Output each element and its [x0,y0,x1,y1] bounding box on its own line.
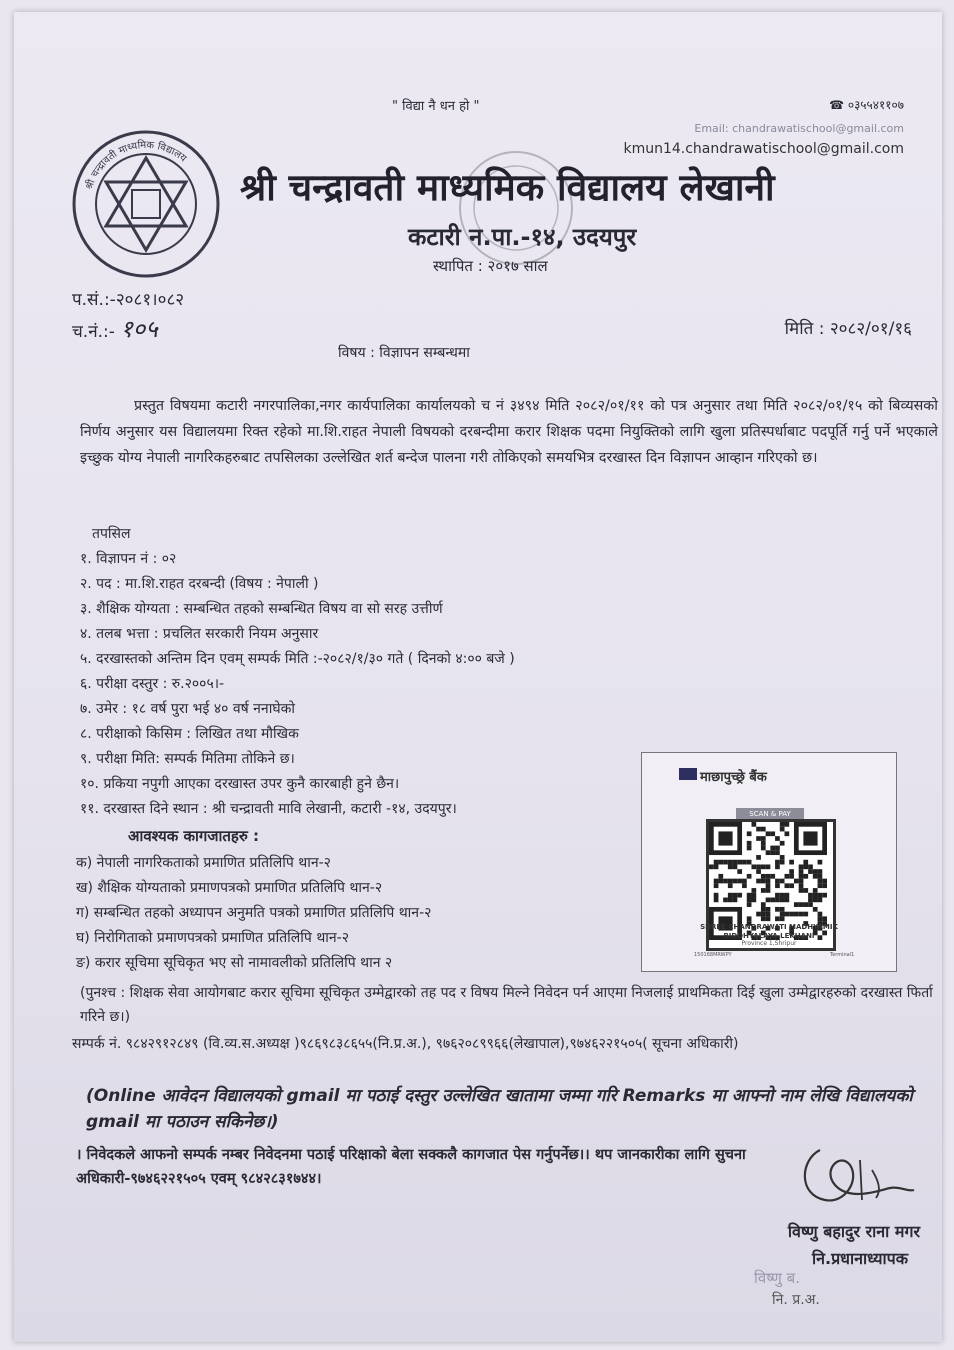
qr-module [718,874,723,879]
qr-module [761,836,766,841]
qr-module [718,879,723,884]
qr-module [789,883,794,888]
documents-heading: आवश्यक कागजातहरु : [128,827,260,845]
qr-module [766,874,771,879]
qr-module [761,874,766,879]
list-item: ८. परीक्षाको किसिम : लिखित तथा मौखिक [80,726,299,742]
qr-module [808,869,813,874]
list-item: घ) निरोगिताको प्रमाणपत्रको प्रमाणित प्रतिलिपि थान-२ [76,930,350,946]
contact-numbers: सम्पर्क नं. ९८४२९१२८४९ (वि.व्य.स.अध्यक्ष )९८६९८३८६५५(नि.प्र.अ.), ९७६२०८९९६६(लेखापाल),९७४६२२१५०५( सूचना अधिकारी) [72,1036,739,1052]
school-motto: " विद्या नै धन हो " [392,99,480,114]
qr-module [747,841,752,846]
qr-module [785,893,790,898]
qr-module [770,831,775,836]
qr-module [818,879,823,884]
qr-module [803,902,808,907]
school-address: कटारी न.पा.-१४, उदयपुर [408,223,637,251]
details-list [80,547,515,822]
qr-module [785,874,790,879]
account-id: 150168MRWPY [694,952,732,958]
qr-module [761,827,766,832]
scan-pay-label: SCAN & PAY [736,808,804,820]
qr-module [780,898,785,903]
qr-module [714,860,719,865]
established-year: स्थापित : २०१७ साल [433,257,548,275]
qr-module [770,850,775,855]
qr-module [780,907,785,912]
qr-module [742,860,747,865]
qr-module [775,898,780,903]
qr-module [775,850,780,855]
qr-module [799,888,804,893]
qr-module [799,874,804,879]
qr-module [813,874,818,879]
qr-module [780,827,785,832]
dispatch-number [72,312,158,345]
qr-module [761,864,766,869]
qr-module [803,888,808,893]
reference-number: प.सं.:-२०८१।०८२ [72,290,185,310]
qr-module [808,893,813,898]
qr-module [714,879,719,884]
qr-module [766,879,771,884]
account-name-line2: BIDDHYALAYA LEKHANI [723,932,815,940]
qr-module [723,879,728,884]
qr-module [799,879,804,884]
qr-module [761,902,766,907]
qr-module [794,912,799,917]
qr-module [780,916,785,921]
list-item: ५. दरखास्तको अन्तिम दिन एवम् सम्पर्क मिति :-२०८२/१/३० गते ( दिनको ४:०० बजे ) [80,651,515,667]
qr-module [714,883,719,888]
qr-module [770,874,775,879]
list-item: ४. तलब भत्ता : प्रचलित सरकारी नियम अनुसार [80,626,319,642]
qr-module [818,916,823,921]
qr-module [751,864,756,869]
qr-module [785,912,790,917]
qr-module [822,883,827,888]
list-item: ७. उमेर : १८ वर्ष पुरा भई ४० वर्ष ननाघेको [80,701,295,717]
qr-module [737,860,742,865]
signer-name: विष्णु बहादुर राना मगर [787,1222,920,1241]
school-email[interactable]: kmun14.chandrawatischool@gmail.com [623,141,904,157]
qr-module [818,912,823,917]
qr-payment-card[interactable] [641,752,897,972]
qr-module [780,893,785,898]
qr-module [723,860,728,865]
qr-module [766,907,771,912]
qr-module [733,893,738,898]
qr-module [728,898,733,903]
qr-module [747,902,752,907]
qr-module [775,846,780,851]
qr-module [785,883,790,888]
qr-module [789,912,794,917]
qr-module [756,879,761,884]
qr-module [799,912,804,917]
account-province: Province 1,Shripur [741,940,797,947]
qr-module [789,874,794,879]
signature-icon [790,1140,920,1220]
qr-module [751,893,756,898]
list-item: ख) शैक्षिक योग्यताको प्रमाणपत्रको प्रमाणित प्रतिलिपि थान-२ [76,880,383,896]
qr-module [747,874,752,879]
qr-module [733,864,738,869]
qr-module [775,907,780,912]
account-name [642,923,896,941]
qr-module [775,883,780,888]
bank-name: माछापुच्छ्रे बैंक [700,770,767,785]
qr-module [808,898,813,903]
qr-module [818,883,823,888]
postscript-note: (पुनश्च : शिक्षक सेवा आयोगबाट करार सूचिमा सूचिकृत उम्मेद्वारको तह पद र विषय मिल्ने निवेदन पर्न आएमा निजलाई प्राथमिकता दिई खुला उम्मेद्वारहरुको दरखास्त फिर्ता गरिने छ।) [80,985,933,1025]
qr-module [770,846,775,851]
details-heading: तपसिल [92,526,131,542]
qr-module [818,874,823,879]
qr-module [818,893,823,898]
qr-module [761,912,766,917]
qr-module [756,912,761,917]
qr-module [751,898,756,903]
qr-module [813,888,818,893]
qr-module [766,888,771,893]
list-item: १. विज्ञापन नं : ०२ [80,551,177,567]
online-application-note: (Online आवेदन विद्यालयको gmail मा पठाई दस्तुर उल्लेखित खातामा जम्मा गरि Remarks मा आफ्नो नाम लेखि विद्यालयको gmail मा पठाउन सकिनेछ।) [86,1086,913,1132]
terminal-id: Terminal1 [830,952,855,958]
dispatch-label: च.नं.:- [72,322,121,342]
qr-module [818,869,823,874]
qr-module [822,916,827,921]
qr-module [822,893,827,898]
qr-module [803,860,808,865]
qr-module [770,898,775,903]
letter-date: मिति : २०८२/०१/१६ [784,319,912,339]
qr-module [761,841,766,846]
stamp-name: विष्णु ब. [754,1269,801,1287]
qr-module [808,902,813,907]
school-name: श्री चन्द्रावती माध्यमिक विद्यालय लेखानी [240,166,775,209]
qr-module [756,827,761,832]
qr-module [766,883,771,888]
qr-module [775,879,780,884]
list-item: १०. प्रकिया नपुगी आएका दरखास्त उपर कुनै कारबाही हुने छैन। [80,776,400,792]
logo-text: श्री चन्द्रावती माध्यमिक विद्यालय [84,139,189,192]
qr-module [775,836,780,841]
qr-finder [803,831,817,845]
qr-module [733,860,738,865]
qr-module [728,864,733,869]
qr-module [818,860,823,865]
list-item: २. पद : मा.शि.राहत दरबन्दी (विषय : नेपाली ) [80,576,319,592]
qr-module [780,841,785,846]
qr-module [785,898,790,903]
qr-module [737,893,742,898]
qr-module [723,898,728,903]
documents-list [76,851,431,976]
qr-module [747,916,752,921]
list-item: ६. परीक्षा दस्तुर : रु.२००५।- [80,676,225,692]
qr-module [742,879,747,884]
qr-module [803,874,808,879]
qr-module [794,879,799,884]
qr-module [714,893,719,898]
qr-module [780,855,785,860]
qr-module [818,898,823,903]
qr-module [714,898,719,903]
list-item: क) नेपाली नागरिकताको प्रमाणित प्रतिलिपि थान-२ [76,855,331,871]
bank-logo-icon [679,768,697,780]
qr-module [775,860,780,865]
qr-module [766,898,771,903]
qr-module [761,888,766,893]
qr-module [794,902,799,907]
qr-module [761,879,766,884]
qr-module [747,893,752,898]
qr-module [775,916,780,921]
list-item: ११. दरखास्त दिने स्थान : श्री चन्द्रावती मावि लेखानी, कटारी -१४, उदयपुर। [80,801,457,817]
qr-module [766,864,771,869]
qr-module [789,869,794,874]
dispatch-value: १०५ [120,315,158,343]
qr-module [709,864,714,869]
qr-module [728,860,733,865]
qr-module [747,860,752,865]
qr-module [799,883,804,888]
school-logo [70,128,222,280]
list-item: ३. शैक्षिक योग्यता : सम्बन्धित तहको सम्बन्धित विषय वा सो सरह उत्तीर्ण [80,601,443,617]
qr-module [718,860,723,865]
list-item: ङ) करार सूचिमा सूचिकृत भए सो नामावलीको प्रतिलिपि थान २ [76,955,393,971]
school-phone: ☎ ०३५५४११०७ [829,98,904,112]
qr-module [813,869,818,874]
qr-module [761,916,766,921]
qr-finder [718,831,732,845]
list-item: ग) सम्बन्धित तहको अध्यापन अनुमति पत्रको प्रमाणित प्रतिलिपि थान-२ [76,905,432,921]
body-paragraph: प्रस्तुत विषयमा कटारी नगरपालिका,नगर कार्यपालिका कार्यालयको च नं ३४९४ मिति २०८२/०१/११ को पत्र अनुसार तथा मिति २०८२/०१/१५ को बिव्यसको निर्णय अनुसार यस विद्यालयमा रिक्त रहेको मा.शि.राहत नेपाली विषयको दरबन्दीमा करार शिक्षक पदमा नियुक्तिको लागि खुला प्रतिस्पर्धाबाट पदपूर्ति गर्नु पर्ने भएकाले इच्छुक योग्य नेपाली नागरिकहरुबाट तपसिलका उल्लेखित शर्त बन्देज पालना गरी तोकिएको समयभित्र दरखास्त दिन विज्ञापन आव्हान गरिएको छ। [80,398,938,466]
qr-module [813,907,818,912]
qr-module [751,888,756,893]
qr-module [761,907,766,912]
qr-module [756,836,761,841]
qr-module [742,883,747,888]
qr-module [761,846,766,851]
qr-module [813,893,818,898]
qr-module [714,864,719,869]
qr-module [803,864,808,869]
instruction-note: । निवेदकले आफनो सम्पर्क नम्बर निवेदनमा पठाई परिक्षाको बेला सक्कलै कागजात पेस गर्नुपर्नेछ।। थप जानकारीका लागि सुचना अधिकारी-९७४६२२१५०५ एवम् ९८४२८३१७४४। [76,1147,746,1187]
qr-module [789,860,794,865]
qr-module [756,864,761,869]
qr-module [747,846,752,851]
qr-module [785,831,790,836]
qr-module [766,831,771,836]
qr-module [756,869,761,874]
qr-module [775,864,780,869]
qr-module [803,912,808,917]
qr-module [780,860,785,865]
qr-module [799,864,804,869]
qr-module [808,864,813,869]
qr-module [747,898,752,903]
qr-module [751,822,756,827]
qr-module [756,855,761,860]
signer-title: नि.प्रधानाध्यापक [811,1249,908,1268]
qr-module [813,898,818,903]
qr-module [747,831,752,836]
qr-module [733,879,738,884]
stamp-title: नि. प्र.अ. [772,1292,820,1308]
qr-module [766,912,771,917]
letter-subject: विषय : विज्ञापन सम्बन्धमा [338,345,470,361]
qr-module [799,902,804,907]
qr-module [766,916,771,921]
qr-module [775,893,780,898]
qr-module [737,869,742,874]
qr-module [728,893,733,898]
school-email-faint: Email: chandrawatischool@gmail.com [694,122,904,135]
qr-module [785,822,790,827]
qr-module [780,822,785,827]
qr-module [822,879,827,884]
qr-module [733,898,738,903]
account-name-line1: SHREE CHANDRAWATI MADHYAMIK [700,923,838,931]
qr-module [780,879,785,884]
qr-module [728,879,733,884]
qr-module [766,850,771,855]
list-item: ९. परीक्षा मिति: सम्पर्क मितिमा तोकिने छ। [80,751,295,767]
qr-module [780,912,785,917]
qr-module [728,883,733,888]
qr-module [799,869,804,874]
qr-module [737,879,742,884]
